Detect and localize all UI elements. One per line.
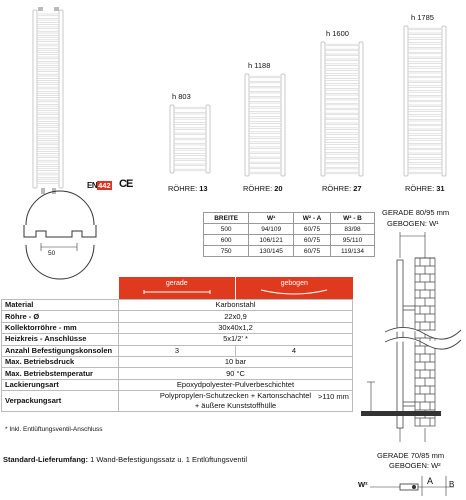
table-row (2, 345, 353, 356)
radiator-2-image (243, 73, 287, 177)
radiator-4-image (402, 25, 448, 177)
spec-value: 22x0,9 (119, 311, 353, 322)
table-row (204, 235, 375, 246)
dim-cell: 119/134 (330, 246, 374, 257)
spec-label: Max. Betriebstemperatur (2, 368, 119, 379)
table-row (2, 300, 353, 311)
spec-footnote: * Inkl. Entlüftungsventil-Anschluss (5, 426, 103, 433)
spec-header-gebogen-label: gebogen (280, 280, 308, 287)
straight-distance-sub: GEBOGEN: W¹ (387, 219, 439, 228)
standard-delivery-label: Standard-Lieferumfang: (3, 455, 89, 464)
dim-cell: 95/110 (330, 235, 374, 246)
table-row (2, 368, 353, 379)
radiator-1-image (168, 104, 212, 174)
bent-distance-sub: GEBOGEN: W² (389, 461, 441, 470)
spec-label: Lackierungsart (2, 379, 119, 390)
ce-logo: CE (119, 178, 133, 190)
dim-header-cell: BREITE (204, 213, 249, 224)
w2-label: W² (358, 480, 368, 489)
dim-cell: 500 (204, 224, 249, 235)
main-radiator-image (28, 6, 68, 196)
radiator-3-height: h 1600 (326, 29, 349, 38)
spec-table (1, 277, 353, 412)
spec-table-header (2, 277, 353, 300)
spec-value-gerade: 3 (119, 345, 236, 356)
dim-header-cell: W² - B (330, 213, 374, 224)
dim-cell: 83/98 (330, 224, 374, 235)
standard-delivery (3, 455, 247, 464)
detail-dimension: 50 (48, 250, 56, 257)
height-note: >110 mm (318, 392, 349, 401)
spec-value: 10 bar (119, 356, 353, 367)
spec-label: Anzahl Befestigungskonsolen (2, 345, 119, 356)
dim-header-cell: W² - A (294, 213, 331, 224)
spec-header-gebogen (236, 277, 353, 300)
standard-delivery-text: 1 Wand-Befestigungssatz u. 1 Entlüftungsventil (90, 455, 248, 464)
spec-value: 90 °C (119, 368, 353, 379)
a-label: A (427, 476, 434, 486)
table-row (2, 379, 353, 390)
dimension-table-header (204, 213, 375, 224)
en-number: 442 (98, 181, 111, 190)
table-row (2, 311, 353, 322)
spec-label: Verpackungsart (2, 391, 119, 412)
dim-cell: 106/121 (249, 235, 294, 246)
wall-mounting-diagram (355, 230, 465, 450)
spec-value: 30x40x1,2 (119, 322, 353, 333)
dimension-table (203, 212, 375, 257)
en442-logo (87, 179, 112, 192)
radiator-1-tubes: RÖHRE: 13 (168, 184, 208, 193)
radiator-4-tubes: RÖHRE: 31 (405, 184, 445, 193)
dim-header-cell: W¹ (249, 213, 294, 224)
radiator-3-tubes: RÖHRE: 27 (322, 184, 362, 193)
connection-detail-drawing (22, 207, 98, 263)
radiator-1-height: h 803 (172, 92, 191, 101)
spec-value-line2: + äußere Kunststoffhülle (194, 401, 277, 411)
spec-value: Epoxydpolyester-Pulverbeschichtet (119, 379, 353, 390)
bent-distance-label: GERADE 70/85 mm (377, 451, 445, 460)
spec-label: Max. Betriebsdruck (2, 356, 119, 367)
dim-cell: 94/109 (249, 224, 294, 235)
spec-label: Heizkreis - Anschlüsse (2, 334, 119, 345)
dim-cell: 130/145 (249, 246, 294, 257)
radiator-4-height: h 1785 (411, 13, 434, 22)
b-label: B (449, 480, 455, 489)
radiator-2-height: h 1188 (248, 61, 271, 70)
table-row (2, 391, 353, 412)
pipe-offset-drawing (362, 474, 462, 498)
spec-label: Kollektorröhre - mm (2, 322, 119, 333)
dim-cell: 750 (204, 246, 249, 257)
spec-label: Röhre - Ø (2, 311, 119, 322)
dim-cell: 600 (204, 235, 249, 246)
en-text: EN (87, 181, 98, 190)
spec-value: Karbonstahl (119, 300, 353, 311)
radiator-2-tubes: RÖHRE: 20 (243, 184, 283, 193)
table-row (2, 334, 353, 345)
table-row (204, 224, 375, 235)
table-row (2, 356, 353, 367)
spec-value: 5x1/2' * (119, 334, 353, 345)
spec-header-empty (2, 277, 119, 300)
table-row (204, 246, 375, 257)
radiator-3-image (319, 41, 365, 177)
curved-tube-icon (249, 289, 339, 295)
spec-value-gebogen: 4 (236, 345, 353, 356)
dim-cell: 60/75 (294, 224, 331, 235)
dim-cell: 60/75 (294, 246, 331, 257)
table-row (2, 322, 353, 333)
spec-label: Material (2, 300, 119, 311)
spec-header-gerade-label: gerade (165, 280, 188, 287)
spec-value-line1: Polypropylen-Schutzecken + Kartonschachtel (159, 391, 312, 401)
straight-distance-label: GERADE 80/95 mm (382, 208, 450, 217)
dim-cell: 60/75 (294, 235, 331, 246)
spec-header-gerade (119, 277, 236, 300)
straight-tube-icon (132, 289, 222, 295)
